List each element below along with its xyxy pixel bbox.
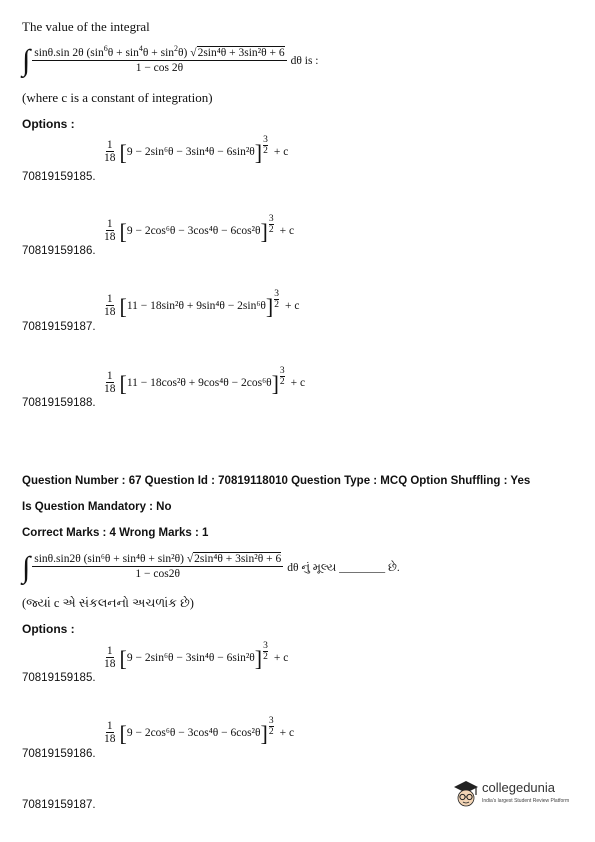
q66-denominator: 1 − cos 2θ <box>135 61 184 74</box>
coef-fraction: $\frac{1}{18}$ <box>104 645 116 670</box>
logo-tagline: India's largest Student Review Platform <box>482 798 570 804</box>
option-expression: $\frac{1}{18}$ [ 11 − 18sin²θ + 9sin⁴θ − 2sin⁶θ ] 3 2 + c <box>104 289 300 319</box>
power-fraction: 3 2 <box>268 716 274 737</box>
q67-numerator: sinθ.sin2θ (sin⁶θ + sin⁴θ + sin²θ) √2sin⁴θ + 3sin²θ + 6 <box>34 552 282 565</box>
option-expression: $\frac{1}{18}$ [ 9 − 2sin⁶θ − 3sin⁴θ − 6sin²θ ] 3 2 + c <box>104 641 289 671</box>
q66-options-label: Options : <box>22 117 75 131</box>
q67-note: (જ્યાં c એ સંકલનનો અચળાંક છે) <box>22 596 194 610</box>
option-code[interactable]: 70819159188. <box>22 397 96 409</box>
power-fraction: 3 2 <box>274 289 279 310</box>
q66-tail: dθ is : <box>290 55 319 67</box>
q67-fraction <box>32 553 283 580</box>
option-expression: $\frac{1}{18}$ [ 9 − 2sin⁶θ − 3sin⁴θ − 6sin²θ ] 3 2 + c <box>104 135 289 165</box>
q67-tail: dθ નું મૂલ્ય ________ છે. <box>287 561 400 574</box>
mascot-icon <box>452 778 480 812</box>
power-fraction: 3 2 <box>263 135 268 156</box>
q66-fraction <box>32 44 286 74</box>
logo-wordmark: collegedunia <box>482 780 556 795</box>
option-expression: $\frac{1}{18}$ [ 9 − 2cos⁶θ − 3cos⁴θ − 6cos²θ ] 3 2 + c <box>104 214 295 244</box>
option-code[interactable]: 70819159186. <box>22 245 96 257</box>
q67-meta-line1: Question Number : 67 Question Id : 70819118010 Question Type : MCQ Option Shuffling : Yes <box>22 475 531 487</box>
q67-options-label: Options : <box>22 622 75 636</box>
option-code[interactable]: 70819159185. <box>22 171 96 183</box>
power-fraction: 3 2 <box>268 214 274 235</box>
option-expression: $\frac{1}{18}$ [ 11 − 18cos²θ + 9cos⁴θ − 2cos⁶θ ] 3 2 + c <box>104 366 306 396</box>
power-fraction: 3 2 <box>263 641 268 662</box>
q66-integral <box>22 44 319 77</box>
coef-fraction: $\frac{1}{18}$ <box>104 218 116 243</box>
q67-radical: √2sin⁴θ + 3sin²θ + 6 <box>186 552 282 565</box>
coef-fraction: $\frac{1}{18}$ <box>104 293 116 318</box>
option-code[interactable]: 70819159185. <box>22 672 96 684</box>
q66-radical: √2sin⁴θ + 3sin²θ + 6 <box>190 46 285 59</box>
q67-meta-line2: Is Question Mandatory : No <box>22 501 172 513</box>
option-code[interactable]: 70819159186. <box>22 748 96 760</box>
power-fraction: 3 2 <box>279 366 285 387</box>
q67-integral <box>22 551 400 584</box>
integral-sign: ∫ <box>22 44 31 77</box>
q66-note: (where c is a constant of integration) <box>22 90 213 105</box>
q66-intro: The value of the integral <box>22 19 150 34</box>
q67-denominator: 1 − cos2θ <box>135 567 180 580</box>
option-code[interactable]: 70819159187. <box>22 799 96 811</box>
collegedunia-logo <box>452 778 570 814</box>
integral-sign: ∫ <box>22 551 31 584</box>
q66-numerator: sinθ.sin 2θ $(\sin^6\theta + \sin^4\theta + \sin^2\theta) √2\sin^4\theta + 3\sin^2\theta + 6$ <box>34 44 285 59</box>
q67-meta-line3: Correct Marks : 4 Wrong Marks : 1 <box>22 527 209 539</box>
option-code[interactable]: 70819159187. <box>22 321 96 333</box>
coef-fraction: $\frac{1}{18}$ <box>104 720 116 745</box>
coef-fraction: $\frac{1}{18}$ <box>104 370 116 395</box>
coef-fraction: $\frac{1}{18}$ <box>104 139 116 164</box>
option-expression: $\frac{1}{18}$ [ 9 − 2cos⁶θ − 3cos⁴θ − 6cos²θ ] 3 2 + c <box>104 716 295 746</box>
